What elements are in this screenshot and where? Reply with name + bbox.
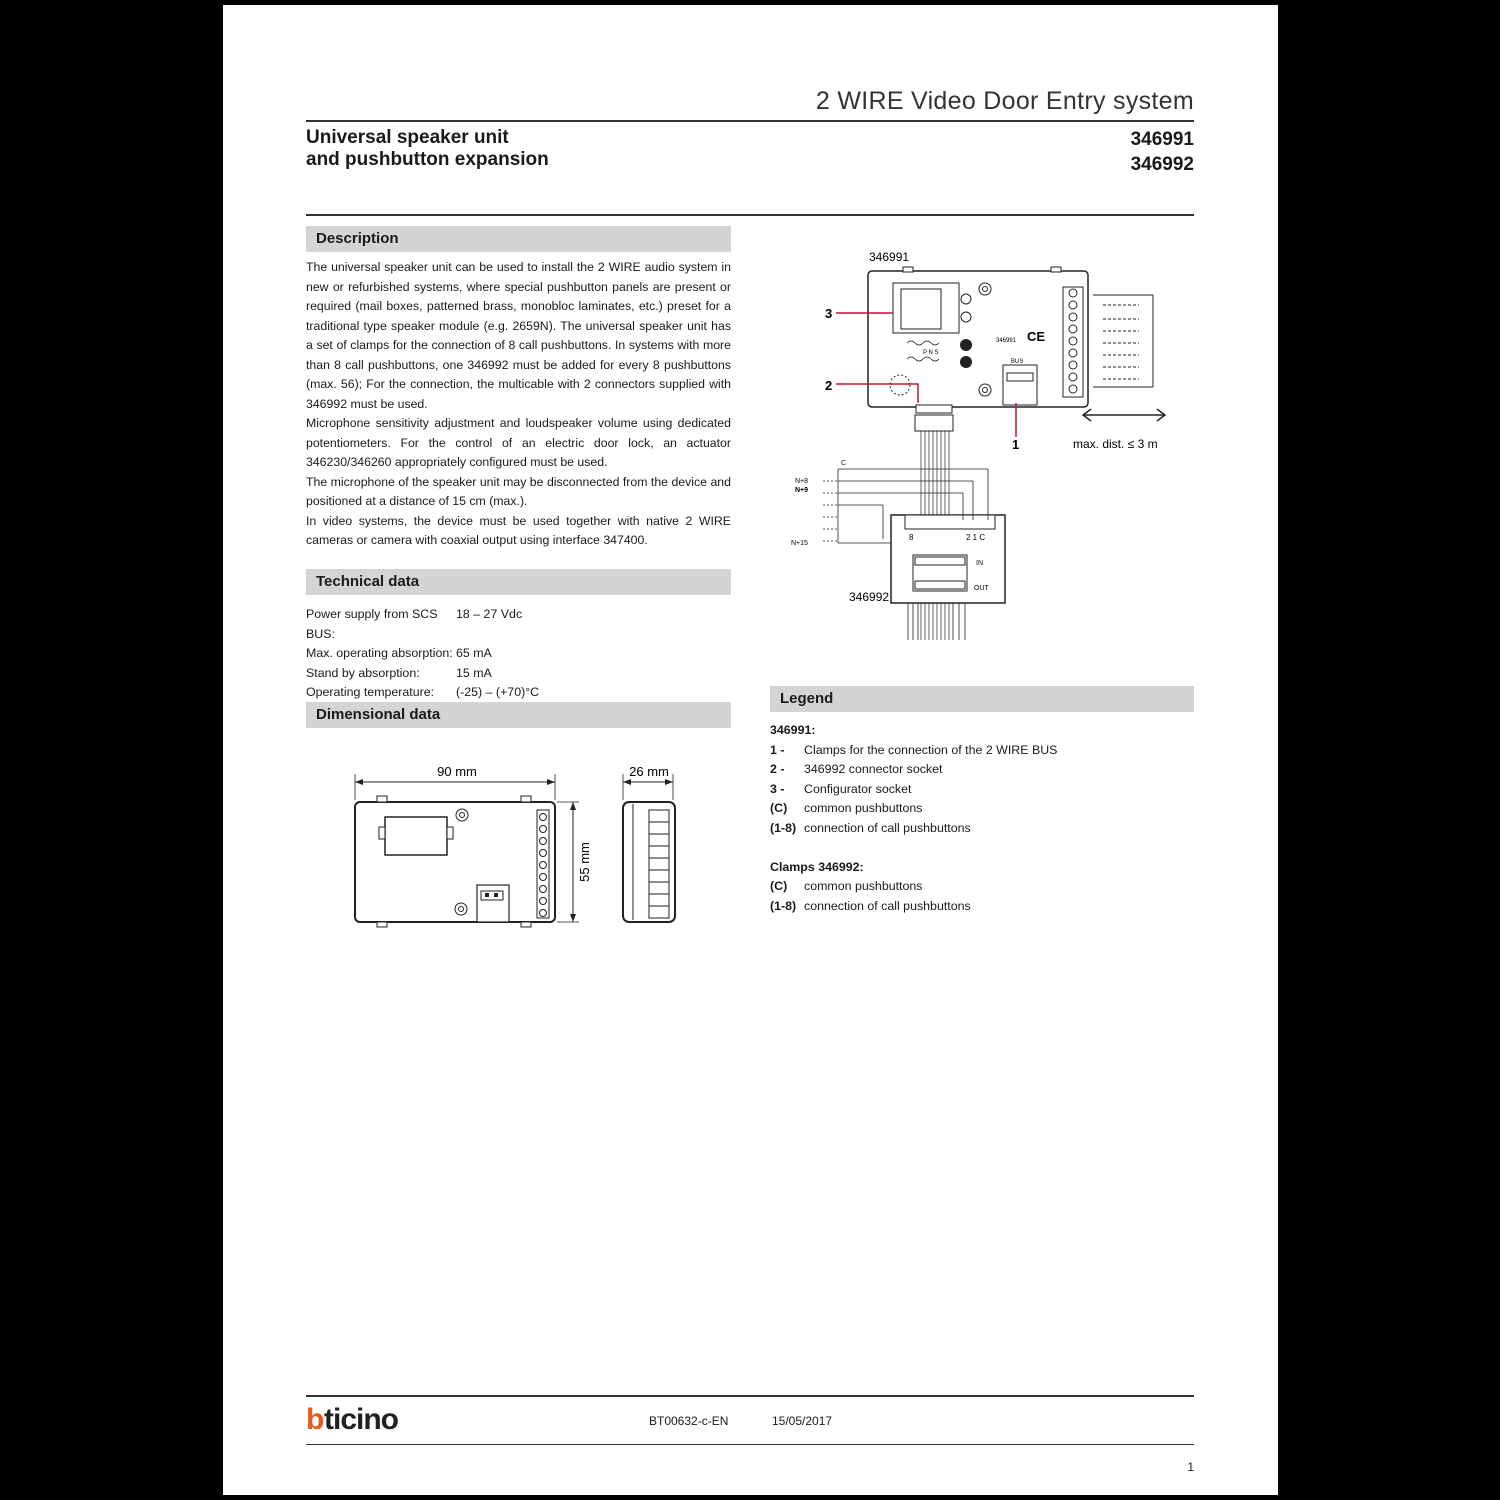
product-codes — [923, 127, 1194, 177]
product-code-2: 346992 — [1130, 154, 1194, 175]
legend-list — [770, 721, 1190, 916]
legend-item — [770, 799, 1190, 819]
title-rule — [306, 214, 1194, 216]
legend-key: 2 - — [770, 762, 785, 776]
legend-text: Clamps for the connection of the 2 WIRE BUS — [804, 742, 1058, 757]
wiring-diagram — [783, 245, 1203, 645]
legend-text: Configurator socket — [804, 781, 912, 796]
technical-row — [306, 683, 539, 703]
technical-key: Operating temperature: — [306, 685, 435, 699]
product-title — [306, 127, 706, 171]
out-label: OUT — [974, 585, 989, 592]
legend-heading: Legend — [770, 686, 1194, 712]
width-dimension-label: 90 mm — [437, 764, 477, 779]
front-view-speaker — [385, 817, 447, 855]
bus-clamp-block — [1003, 365, 1037, 405]
legend-item — [770, 877, 1190, 897]
series-title: 2 WIRE Video Door Entry system — [815, 87, 1194, 115]
legend-key: 3 - — [770, 781, 785, 796]
legend-key: 1 - — [770, 742, 785, 757]
unit-small-code: 346991 — [996, 338, 1017, 344]
pushbutton-wiring — [1093, 295, 1153, 387]
pushbutton-clamps — [1063, 287, 1083, 397]
description-paragraph: The microphone of the speaker unit may be disconnected from the device and positioned at a distance of 15 cm (max.). — [306, 474, 731, 508]
page-number: 1 — [1187, 1460, 1194, 1474]
technical-value: 18 – 27 Vdc — [456, 607, 523, 621]
n8-label: N+8 — [795, 478, 809, 485]
technical-key: Max. operating absorption: — [306, 646, 453, 660]
legend-key: (C) — [770, 801, 788, 815]
technical-heading: Technical data — [306, 569, 731, 595]
product-title-line2: and pushbutton expansion — [306, 149, 549, 170]
legend-text: common pushbuttons — [804, 801, 923, 815]
pns-label: P N S — [923, 350, 939, 356]
side-view-terminals — [649, 810, 669, 918]
bticino-logo — [306, 1403, 446, 1435]
callout-2: 2 — [825, 378, 833, 393]
legend-item — [770, 819, 1190, 839]
n15-label: N+15 — [791, 540, 808, 547]
legend-key: (1-8) — [770, 820, 797, 835]
description-paragraph: The universal speaker unit can be used to install the 2 WIRE audio system in new or refurbished systems, where special pushbutton panels are present or required (mail boxes, patterned brass, monobloc laminates, etc.) preset for a traditional type speaker module (e.g. 2659N). The universal speaker unit has a set of clamps for the connection of 8 call pushbuttons. In systems with more than 8 call pushbuttons, one 346992 must be added for every 8 pushbuttons (max. 56); For the connection, the multicable with 2 connectors supplied with 346992 must be used. — [306, 260, 731, 411]
legend-item — [770, 780, 1190, 800]
technical-value: (-25) – (+70)°C — [456, 685, 540, 699]
description-heading: Description — [306, 226, 731, 252]
in-label: IN — [976, 560, 983, 567]
n9-label: N+9 — [795, 487, 809, 494]
c-label: C — [841, 460, 847, 467]
technical-row — [306, 605, 539, 644]
description-text — [306, 258, 731, 551]
unit-label-346992: 346992 — [849, 590, 890, 604]
height-dimension-label: 55 mm — [577, 842, 592, 882]
footer-rule-bottom — [306, 1444, 1194, 1445]
description-paragraph: Microphone sensitivity adjustment and loudspeaker volume using dedicated potentiometers. For the control of an electric door lock, an actuator 346230/346260 appropriately configured must be used. — [306, 416, 731, 469]
product-code-1: 346991 — [1130, 129, 1194, 150]
logo-text: ticino — [324, 1403, 398, 1435]
legend-group-title: 346991: — [770, 723, 816, 737]
datasheet-page — [223, 5, 1278, 1495]
legend-item — [770, 741, 1190, 761]
dimensional-drawing — [343, 760, 723, 935]
clamp-21c-label: 2 1 C — [966, 533, 986, 542]
document-code: BT00632-c-EN — [649, 1414, 729, 1428]
header-rule — [306, 120, 1194, 122]
legend-text: common pushbuttons — [804, 879, 923, 893]
legend-group-title: Clamps 346992: — [770, 859, 864, 874]
legend-text: connection of call pushbuttons — [804, 898, 971, 913]
footer-rule-top — [306, 1395, 1194, 1397]
dimensional-heading: Dimensional data — [306, 702, 731, 728]
legend-text: 346992 connector socket — [804, 762, 943, 776]
configurator-socket — [893, 283, 959, 333]
clamp-8-label: 8 — [909, 533, 914, 542]
legend-key: (C) — [770, 879, 788, 893]
product-title-line1: Universal speaker unit — [306, 127, 509, 148]
max-distance-label: max. dist. ≤ 3 m — [1073, 437, 1158, 451]
technical-table — [306, 605, 539, 703]
depth-dimension-label: 26 mm — [629, 764, 669, 779]
technical-row — [306, 664, 539, 684]
callout-3: 3 — [825, 306, 833, 321]
legend-item — [770, 897, 1190, 917]
technical-value: 15 mA — [456, 665, 492, 680]
front-view-terminals — [537, 810, 549, 918]
unit-label-346991: 346991 — [869, 250, 910, 264]
technical-key: Power supply from SCS BUS: — [306, 607, 438, 641]
bus-label: BUS — [1011, 359, 1024, 365]
technical-key: Stand by absorption: — [306, 665, 420, 680]
description-paragraph: In video systems, the device must be used together with native 2 WIRE cameras or camera with coaxial output using interface 347400. — [306, 513, 731, 547]
technical-value: 65 mA — [456, 646, 492, 660]
document-date: 15/05/2017 — [772, 1414, 833, 1428]
legend-item — [770, 760, 1190, 780]
technical-row — [306, 644, 539, 664]
callout-1: 1 — [1012, 437, 1020, 452]
ce-mark: CE — [1027, 329, 1046, 344]
legend-text: connection of call pushbuttons — [804, 820, 971, 835]
legend-key: (1-8) — [770, 898, 797, 913]
logo-b: b — [306, 1403, 324, 1435]
